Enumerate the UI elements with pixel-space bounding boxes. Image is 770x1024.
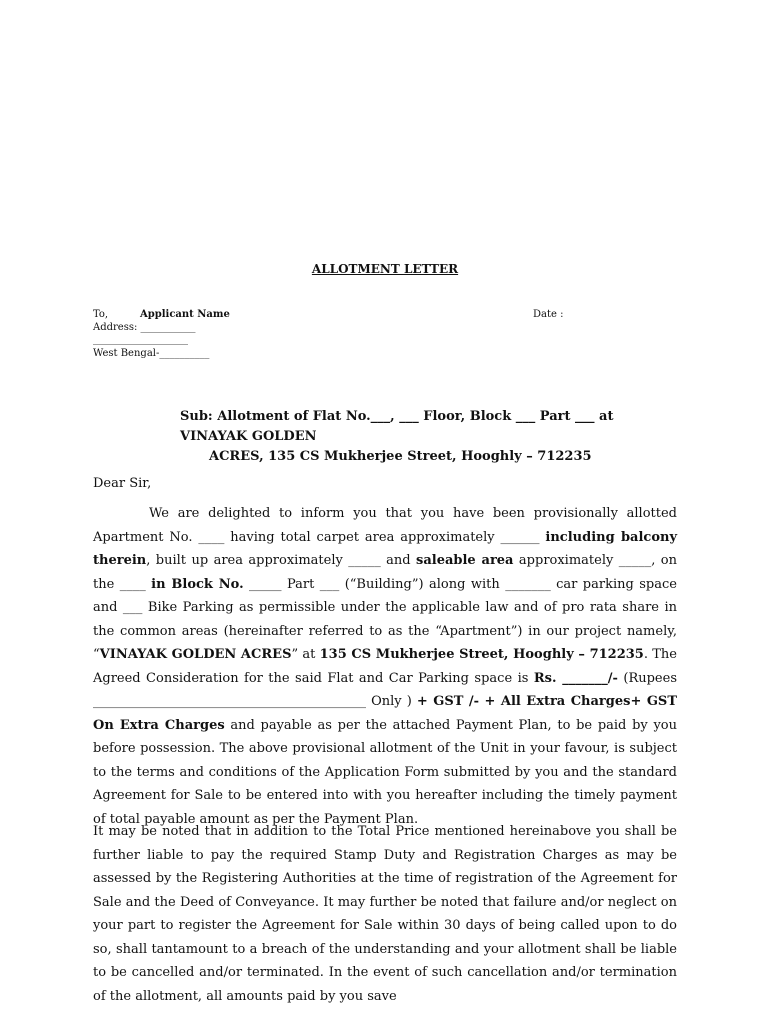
address-line-2: ___________________ bbox=[93, 334, 188, 345]
subject-block bbox=[180, 407, 680, 467]
para1-text-1: We are delighted to inform you that you have been provisionally allotted Apartment No. ____ having total carpet area approximately ______ bbox=[93, 506, 677, 545]
para1-bold-balcony: including balcony therein bbox=[93, 529, 677, 568]
para1-bold-project: VINAYAK GOLDEN ACRES bbox=[99, 647, 292, 662]
para1-bold-saleable: saleable area bbox=[416, 553, 514, 568]
para1-bold-block: in Block No. bbox=[151, 576, 244, 592]
para1-text-3: approximately _____, on the ____ bbox=[93, 553, 678, 592]
date-label: Date : bbox=[533, 309, 564, 320]
para1-bold-address: 135 CS Mukherjee Street, Hooghly – 712235 bbox=[319, 647, 644, 662]
para1-text-8: and payable as per the attached Payment Plan, to be paid by you before possession. The above provisional allotment of the Unit in your favour, is subject to the terms and conditions of the Application Form submitted by you and the standard Agreement for Sale to be entered into with you hereafter including the timely payment of total payable amount as per the Payment Plan. bbox=[93, 717, 677, 827]
para1-text-7: (Rupees __________________________________________ Only ) bbox=[93, 670, 677, 709]
para1-text-4: _____ Part ___ (“Building”) along with _______ car parking space and ___ Bike Parking as permissible under the applicable law and of pro rata share in the common areas (hereinafter referred to as the “Apartment”) in our project namely, “ bbox=[93, 576, 677, 662]
document-title: ALLOTMENT LETTER bbox=[311, 262, 459, 276]
to-label: To, bbox=[93, 309, 109, 320]
para1-text-2: , built up area approximately _____ and bbox=[146, 553, 417, 568]
subject-line-1: Sub: Allotment of Flat No.___, ___ Floor, Block ___ Part ___ at VINAYAK GOLDEN bbox=[180, 409, 614, 444]
para1-bold-rs: Rs. _______/- bbox=[533, 670, 618, 686]
para1-text-5: ” at bbox=[291, 647, 320, 662]
para1-bold-gst: + GST /- + All Extra Charges+ GST On Extra Charges bbox=[93, 694, 677, 733]
address-line: Address: ___________ bbox=[93, 322, 196, 333]
paragraph-allotment-details bbox=[93, 502, 677, 831]
para1-text-6: . The Agreed Consideration for the said Flat and Car Parking space is bbox=[93, 647, 677, 686]
salutation: Dear Sir, bbox=[93, 476, 152, 491]
paragraph-stamp-duty: It may be noted that in addition to the Total Price mentioned hereinabove you shall be further liable to pay the required Stamp Duty and Registration Charges as may be assessed by the Registering Authorities at the time of registration of the Agreement for Sale and the Deed of Conveyance. It may further be noted that failure and/or neglect on your part to register the Agreement for Sale within 30 days of being called upon to do so, shall tantamount to a breach of the understanding and your allotment shall be liable to be cancelled and/or terminated. In the event of such cancellation and/or termination of the allotment, all amounts paid by you save bbox=[93, 824, 677, 1004]
applicant-name: Applicant Name bbox=[140, 309, 230, 320]
subject-line-2: ACRES, 135 CS Mukherjee Street, Hooghly – 712235 bbox=[209, 449, 592, 464]
state-line: West Bengal-__________ bbox=[93, 348, 210, 359]
